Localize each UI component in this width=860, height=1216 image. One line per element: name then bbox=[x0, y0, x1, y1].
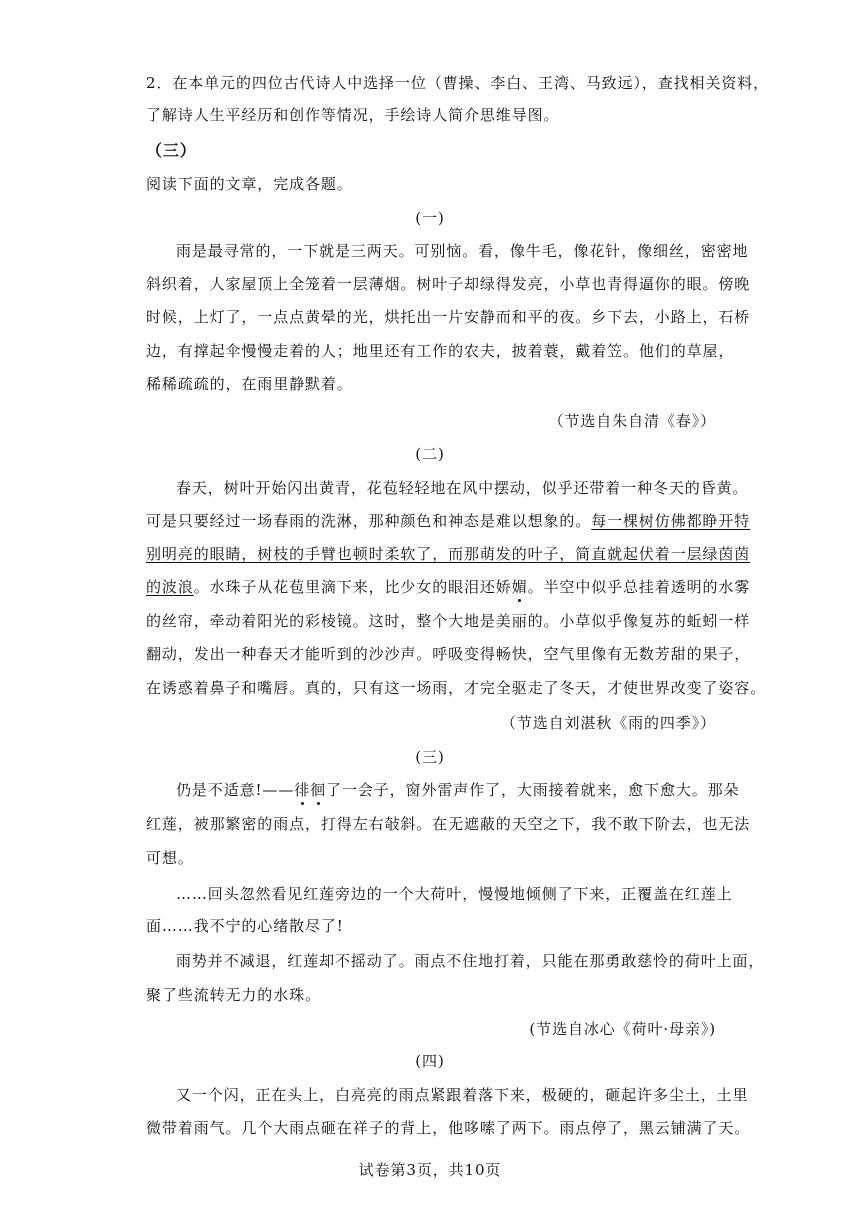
passage2-line: 春天，树叶开始闪出黄青，花苞轻轻地在风中摆动，似乎还带着一种冬天的昏黄。 bbox=[176, 479, 749, 497]
passage2-line: 在诱惑着鼻子和嘴唇。真的，只有这一场雨，才完全驱走了冬天，才使世界改变了姿容。 bbox=[146, 679, 767, 697]
passage2-text: 。半空中似乎总挂着透明的水雾 bbox=[527, 578, 751, 596]
passage1-line: 斜织着，人家屋顶上全笼着一层薄烟。树叶子却绿得发亮，小草也青得逼你的眼。傍晚 bbox=[146, 275, 751, 293]
emphasis-dot-char: 徊 bbox=[310, 781, 327, 799]
passage3-source: (节选自冰心《荷叶·母亲》) bbox=[529, 1020, 716, 1038]
emphasis-dot-char: 徘 bbox=[294, 781, 311, 799]
passage3-line: 可想。 bbox=[146, 849, 194, 867]
underlined-sentence: 别明亮的眼睛，树枝的手臂也顿时柔软了，而那萌发的叶子，简直就起伏着一层绿茵茵 bbox=[146, 545, 751, 563]
passage1-source: （节选自朱自清《春》） bbox=[548, 412, 716, 430]
passage2-line bbox=[146, 511, 751, 531]
passage3-line bbox=[176, 780, 740, 800]
passage3-label: (三) bbox=[415, 748, 445, 766]
underlined-sentence: 的波浪 bbox=[146, 578, 194, 596]
instruction-text: 阅读下面的文章，完成各题。 bbox=[146, 175, 353, 193]
passage2-line: 翻动，发出一种春天才能听到的沙沙声。呼吸变得畅快，空气里像有无数芳甜的果子， bbox=[146, 645, 751, 663]
emphasis-dot-char: 媚 bbox=[511, 578, 528, 596]
passage4-line: 又一个闪，正在头上，白亮亮的雨点紧跟着落下来，极硬的，砸起许多尘土，土里 bbox=[176, 1086, 749, 1104]
passage3-text: 了一会子，窗外雷声作了，大雨接着就来，愈下愈大。那朵 bbox=[326, 781, 740, 799]
page-footer: 试卷第3页，共10页 bbox=[358, 1161, 502, 1179]
passage1-line: 时候，上灯了，一点点黄晕的光，烘托出一片安静而和平的夜。乡下去，小路上，石桥 bbox=[146, 308, 751, 326]
passage1-label: (一) bbox=[415, 209, 445, 227]
passage2-label: (二) bbox=[415, 445, 445, 463]
question2-line1: 2．在本单元的四位古代诗人中选择一位（曹操、李白、王湾、马致远），查找相关资料， bbox=[146, 74, 770, 92]
passage3-line: 聚了些流转无力的水珠。 bbox=[146, 986, 321, 1004]
passage1-line: 边，有撑起伞慢慢走着的人；地里还有工作的农夫，披着蓑，戴着笠。他们的草屋， bbox=[146, 342, 735, 360]
passage4-line: 微带着雨气。几个大雨点砸在祥子的背上，他哆嗦了两下。雨点停了，黑云铺满了天。 bbox=[146, 1119, 751, 1137]
question2-line2: 了解诗人生平经历和创作等情况，手绘诗人简介思维导图。 bbox=[146, 106, 560, 124]
passage4-label: (四) bbox=[415, 1052, 445, 1070]
passage3-line: 雨势并不减退，红莲却不摇动了。雨点不住地打着，只能在那勇敢慈怜的荷叶上面， bbox=[176, 952, 765, 970]
underlined-sentence: 每一棵树仿佛都睁开特 bbox=[591, 512, 751, 530]
passage3-text: 仍是不适意!—— bbox=[176, 781, 295, 799]
passage2-text: 可是只要经过一场春雨的洗淋，那种颜色和神态是难以想象的。 bbox=[146, 512, 592, 530]
passage2-text: 。水珠子从花苞里滴下来，比少女的眼泪还娇 bbox=[193, 578, 512, 596]
passage3-line: 面……我不宁的心绪散尽了! bbox=[146, 917, 344, 935]
passage3-line: ……回头忽然看见红莲旁边的一个大荷叶，慢慢地倾侧了下来，正覆盖在红莲上 bbox=[176, 885, 733, 903]
section-heading: （三） bbox=[146, 141, 197, 160]
passage1-line: 稀稀疏疏的，在雨里静默着。 bbox=[146, 375, 353, 393]
passage3-line: 红莲，被那繁密的雨点，打得左右敧斜。在无遮蔽的天空之下，我不敢下阶去，也无法 bbox=[146, 815, 751, 833]
passage2-line bbox=[146, 577, 751, 597]
passage2-source: （节选自刘湛秋《雨的四季》） bbox=[500, 714, 716, 732]
passage2-line: 的丝帘，牵动着阳光的彩棱镜。这时，整个大地是美丽的。小草似乎像复苏的蚯蚓一样 bbox=[146, 612, 751, 630]
passage1-line: 雨是最寻常的，一下就是三两天。可别恼。看，像牛毛，像花针，像细丝，密密地 bbox=[176, 242, 749, 260]
